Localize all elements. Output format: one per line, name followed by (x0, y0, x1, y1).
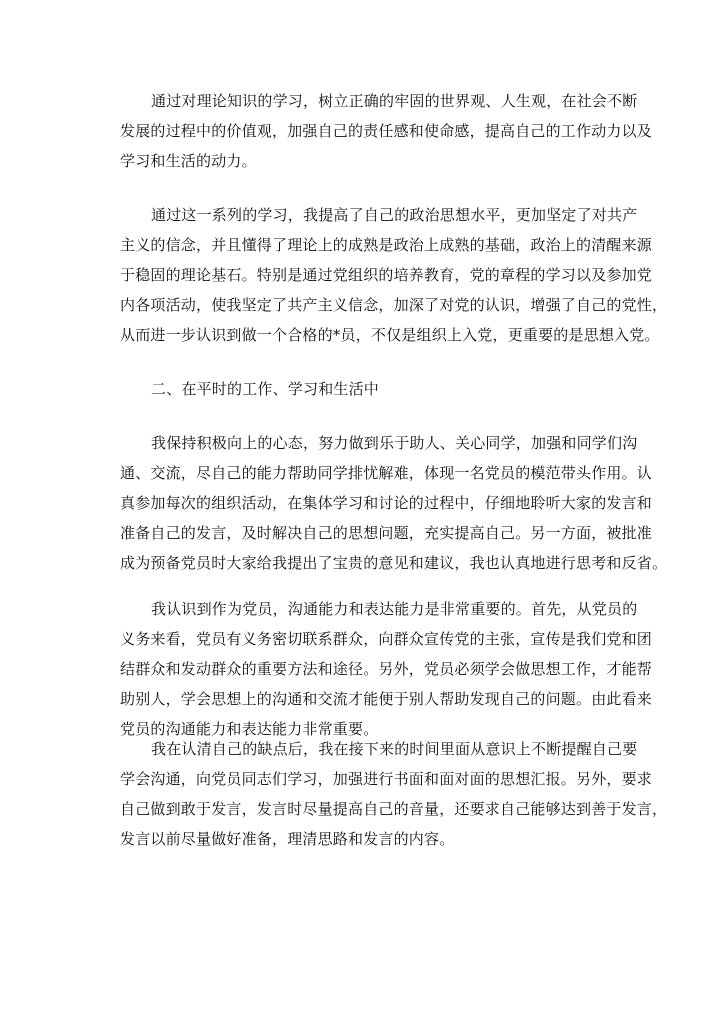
text-line: 发展的过程中的价值观，加强自己的责任感和使命感，提高自己的工作动力以及 (120, 122, 653, 140)
text-line: 义务来看，党员有义务密切联系群众，向群众宣传党的主张，宣传是我们党和团 (120, 630, 653, 648)
text-line: 从而进一步认识到做一个合格的*员，不仅是组织上入党，更重要的是思想入党。 (120, 326, 660, 344)
text-line: 于稳固的理论基石。特别是通过党组织的培养教育，党的章程的学习以及参加党 (120, 266, 653, 284)
text-line: 我保持积极向上的心态，努力做到乐于助人、关心同学，加强和同学们沟 (151, 434, 638, 452)
text-line: 学会沟通，向党员同志们学习，加强进行书面和面对面的思想汇报。另外，要求 (120, 770, 653, 788)
text-line: 发言以前尽量做好准备，理清思路和发言的内容。 (120, 830, 455, 848)
text-line: 助别人，学会思想上的沟通和交流才能便于别人帮助发现自己的问题。由此看来 (120, 690, 653, 708)
section-heading (120, 374, 610, 404)
text-line: 学习和生活的动力。 (120, 152, 257, 170)
paragraph-self-improvement (120, 734, 668, 854)
text-line: 我认识到作为党员，沟通能力和表达能力是非常重要的。首先，从党员的 (151, 600, 638, 618)
paragraph-theory-study (120, 86, 653, 176)
text-line: 内各项活动，使我坚定了共产主义信念，加深了对党的认识，增强了自己的党性， (120, 296, 668, 314)
text-line: 通、交流，尽自己的能力帮助同学排忧解难，体现一名党员的模范带头作用。认 (120, 464, 653, 482)
text-line: 真参加每次的组织活动，在集体学习和讨论的过程中，仔细地聆听大家的发言和 (120, 494, 653, 512)
text-line: 结群众和发动群众的重要方法和途径。另外，党员必须学会做思想工作，才能帮 (120, 660, 653, 678)
paragraph-communication-importance (120, 594, 653, 744)
paragraph-daily-attitude (120, 428, 668, 578)
section-heading-text: 二、在平时的工作、学习和生活中 (151, 380, 380, 398)
paragraph-political-improvement (120, 200, 668, 350)
text-line: 主义的信念，并且懂得了理论上的成熟是政治上成熟的基础，政治上的清醒来源 (120, 236, 653, 254)
text-line: 自己做到敢于发言，发言时尽量提高自己的音量，还要求自己能够达到善于发言， (120, 800, 668, 818)
text-line: 党员的沟通能力和表达能力非常重要。 (120, 720, 379, 738)
text-line: 通过对理论知识的学习，树立正确的牢固的世界观、人生观，在社会不断 (151, 92, 638, 110)
text-line: 通过这一系列的学习，我提高了自己的政治思想水平，更加坚定了对共产 (151, 206, 638, 224)
text-line: 我在认清自己的缺点后，我在接下来的时间里面从意识上不断提醒自己要 (151, 740, 638, 758)
text-line: 成为预备党员时大家给我提出了宝贵的意见和建议，我也认真地进行思考和反省。 (120, 554, 668, 572)
text-line: 准备自己的发言，及时解决自己的思想问题，充实提高自己。另一方面，被批准 (120, 524, 653, 542)
